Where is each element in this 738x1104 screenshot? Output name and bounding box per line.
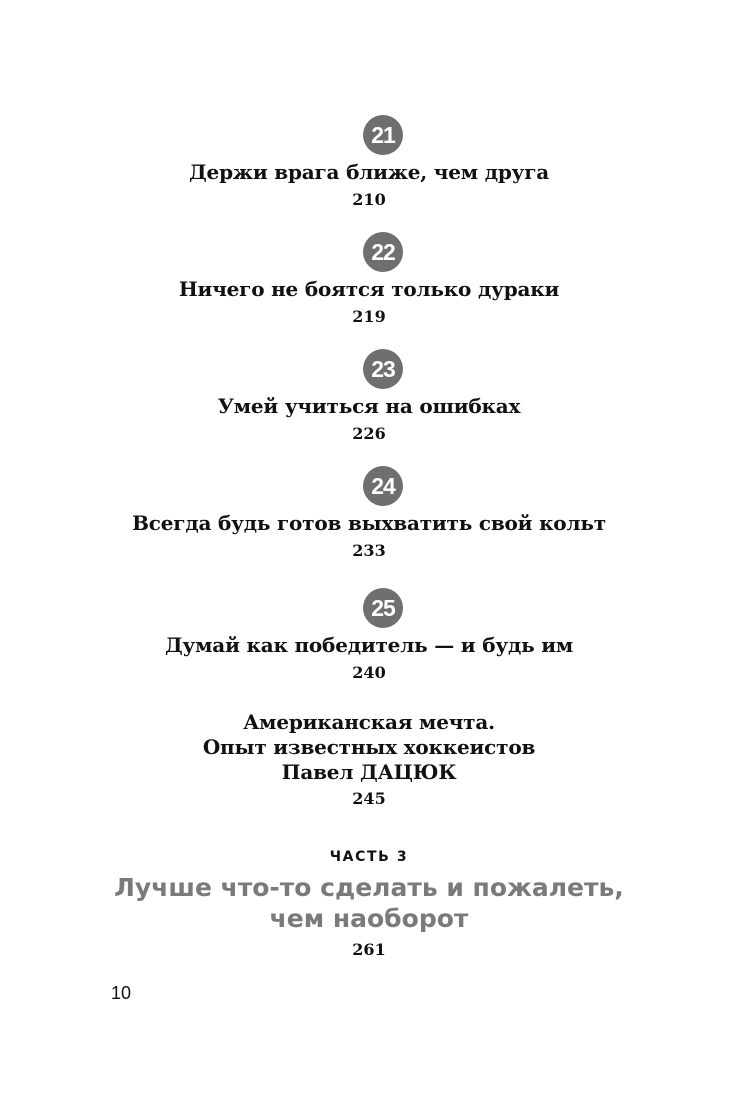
chapter-title: Всегда будь готов выхватить свой кольт <box>132 511 606 535</box>
chapter-page-number: 233 <box>352 541 386 560</box>
chapter-title: Умей учиться на ошибках <box>217 394 521 418</box>
folio-page-number: 10 <box>111 983 132 1003</box>
chapter-number-badge: 24 <box>363 466 403 506</box>
appendix-title-line: Опыт известных хоккеистов <box>202 735 536 759</box>
chapter-number-badge: 25 <box>363 588 403 628</box>
chapter-number-badge: 22 <box>363 232 403 272</box>
part-title-line: Лучше что-то сделать и пожалеть, <box>114 873 624 902</box>
appendix-title-line: Американская мечта. <box>243 710 495 734</box>
part-page-number: 261 <box>352 940 386 959</box>
chapter-number-badge: 21 <box>363 115 403 155</box>
chapter-page-number: 226 <box>352 424 386 443</box>
appendix-title-line: Павел ДАЦЮК <box>281 760 457 784</box>
chapter-page-number: 210 <box>352 190 386 209</box>
chapter-page-number: 240 <box>352 663 386 682</box>
chapter-title: Ничего не боятся только дураки <box>178 277 560 301</box>
chapter-title: Держи врага ближе, чем друга <box>188 160 550 184</box>
part-label: ЧАСТЬ 3 <box>329 849 409 865</box>
chapter-page-number: 219 <box>352 307 386 326</box>
chapter-number-badge: 23 <box>363 349 403 389</box>
appendix-page-number: 245 <box>352 789 386 808</box>
chapter-title: Думай как победитель — и будь им <box>164 633 574 657</box>
part-title-line: чем наоборот <box>269 904 469 933</box>
